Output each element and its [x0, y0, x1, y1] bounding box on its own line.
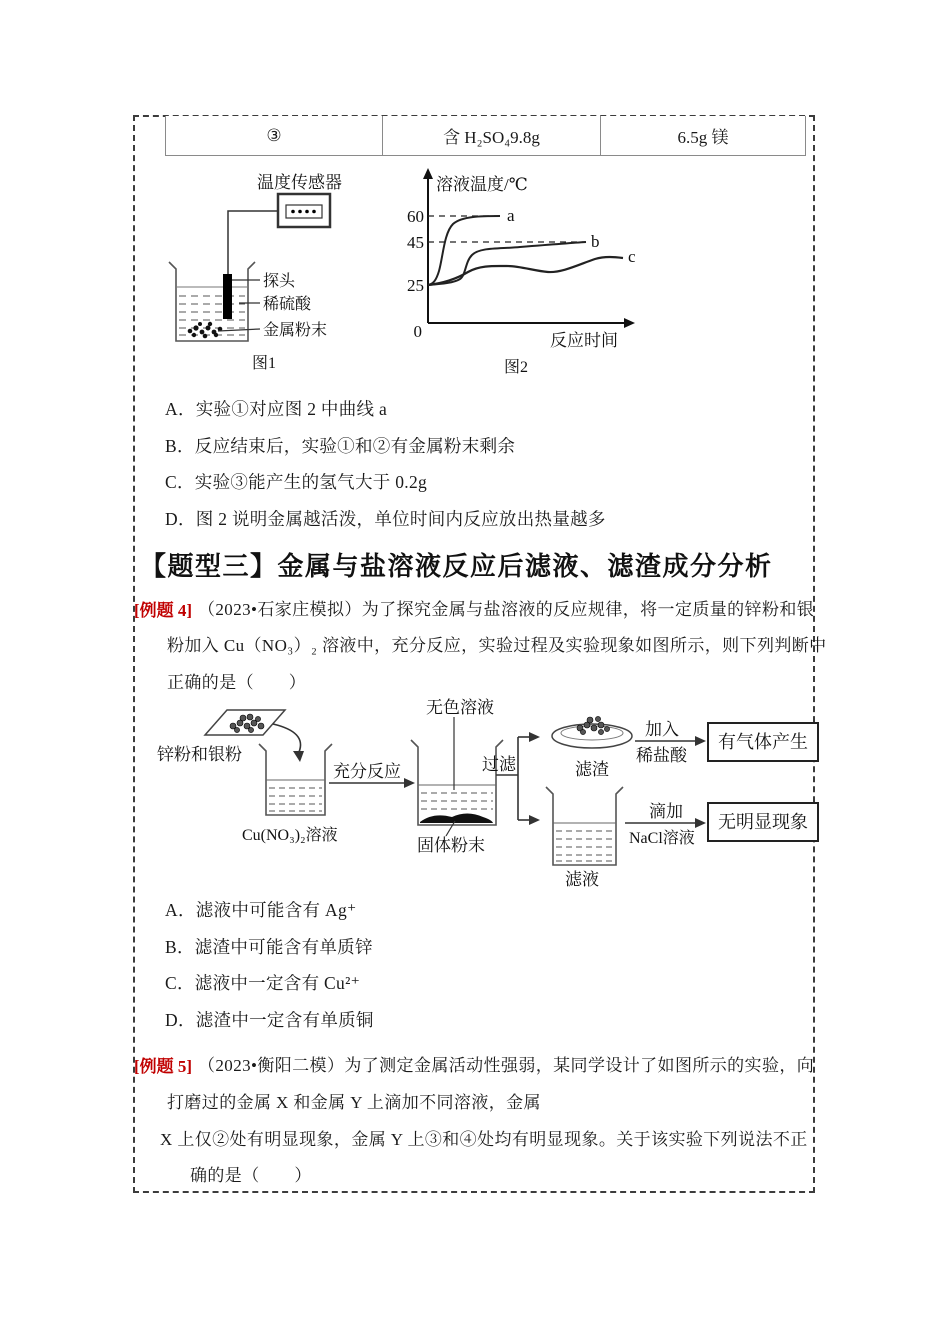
acid-label: 稀硫酸 [263, 296, 312, 313]
q3-option-a: A．实验①对应图 2 中曲线 a [165, 399, 388, 419]
colorless-solution-label: 无色溶液 [426, 698, 494, 717]
beaker2-icon [411, 740, 503, 825]
filter-branch-lines [496, 732, 540, 825]
example4-tag: [例题 4] [134, 601, 193, 620]
solid-powder-label: 固体粉末 [417, 836, 485, 855]
add-acid-label-bottom: 稀盐酸 [636, 746, 687, 765]
add-nacl-label-bottom: NaCl溶液 [629, 830, 695, 847]
react-arrow-label: 充分反应 [333, 762, 401, 781]
figure1-temperature-sensor-diagram [160, 163, 400, 378]
ex4-option-a: A．滤液中可能含有 Ag⁺ [165, 900, 357, 920]
tick-60: 60 [407, 207, 424, 226]
origin-label: 0 [413, 322, 422, 341]
probe-label: 探头 [263, 273, 296, 290]
example5-line3: X 上仅②处有明显现象，金属 Y 上③和④处均有明显现象。关于该实验下列说法不正 [160, 1130, 808, 1149]
metal-powder-label: 金属粉末 [263, 322, 328, 339]
beaker-icon [169, 262, 255, 341]
filtrate-label: 滤液 [565, 870, 599, 889]
powder-tray-icon [205, 710, 285, 735]
x-axis-label: 反应时间 [550, 331, 618, 350]
add-acid-label-top: 加入 [645, 720, 679, 739]
curve-b-label: b [591, 232, 600, 251]
ex4-option-b: B．滤渣中可能含有单质锌 [165, 937, 373, 957]
table-cell-acid: 含 H₂SO₄9.8g [383, 116, 601, 156]
sensor-label: 温度传感器 [257, 173, 342, 192]
example4-line2: 粉加入 Cu（NO₃）₂ 溶液中，充分反应，实验过程及实验现象如图所示，则下列判断中 [167, 636, 827, 655]
example5-tag: [例题 5] [134, 1057, 193, 1076]
residue-dish-icon [552, 716, 632, 748]
q3-option-d: D．图 2 说明金属越活泼，单位时间内反应放出热量越多 [165, 509, 606, 529]
tray-label: 锌粉和银粉 [157, 745, 242, 764]
figure1-caption: 图1 [252, 355, 277, 372]
filter-label: 过滤 [482, 755, 516, 774]
experiment-table-row [165, 116, 806, 156]
ex4-option-d: D．滤渣中一定含有单质铜 [165, 1010, 374, 1030]
table-cell-metal: 6.5g 镁 [601, 116, 806, 156]
ex4-option-c: C．滤液中一定含有 Cu²⁺ [165, 973, 361, 993]
table-cell-number: ③ [165, 116, 383, 156]
y-axis-label: 溶液温度/℃ [436, 175, 528, 194]
example5-line4: 确的是（ ） [190, 1166, 312, 1185]
example5-line2: 打磨过的金属 X 和金属 Y 上滴加不同溶液，金属 [167, 1093, 541, 1112]
beaker1-label: Cu(NO₃)₂溶液 [242, 827, 338, 844]
add-nacl-label-top: 滴加 [649, 802, 683, 821]
q3-option-c: C．实验③能产生的氢气大于 0.2g [165, 472, 428, 492]
example5-line1: （2023•衡阳二模）为了测定金属活动性强弱，某同学设计了如图所示的实验，向 [198, 1056, 815, 1075]
tick-45: 45 [407, 233, 424, 252]
powder-leader-line [218, 329, 260, 331]
metal-powder-icon [188, 322, 223, 339]
q3-option-b: B．反应结束后，实验①和②有金属粉末剩余 [165, 436, 516, 456]
figure2-caption: 图2 [504, 359, 529, 376]
sensor-wire [228, 211, 278, 275]
curve-c-label: c [628, 247, 636, 266]
solid-powder-icon [420, 814, 493, 824]
section-heading: 【题型三】金属与盐溶液反应后滤液、滤渣成分分析 [140, 552, 773, 581]
probe-icon [223, 274, 232, 319]
residue-label: 滤渣 [575, 760, 609, 779]
figure2-temperature-graph [400, 163, 655, 378]
filtrate-beaker-icon [546, 787, 623, 865]
example4-flow-diagram [155, 690, 825, 890]
tick-25: 25 [407, 276, 424, 295]
curve-a-label: a [507, 206, 515, 225]
result2-text: 无明显现象 [718, 812, 808, 832]
example4-line3: 正确的是（ ） [167, 673, 307, 692]
example4-line1: （2023•石家庄模拟）为了探究金属与盐溶液的反应规律，将一定质量的锌粉和银 [198, 600, 815, 619]
pour-arrow [273, 724, 304, 762]
sensor-device-icon [278, 194, 330, 227]
solid-leader-line [446, 821, 455, 836]
result1-text: 有气体产生 [718, 732, 808, 752]
